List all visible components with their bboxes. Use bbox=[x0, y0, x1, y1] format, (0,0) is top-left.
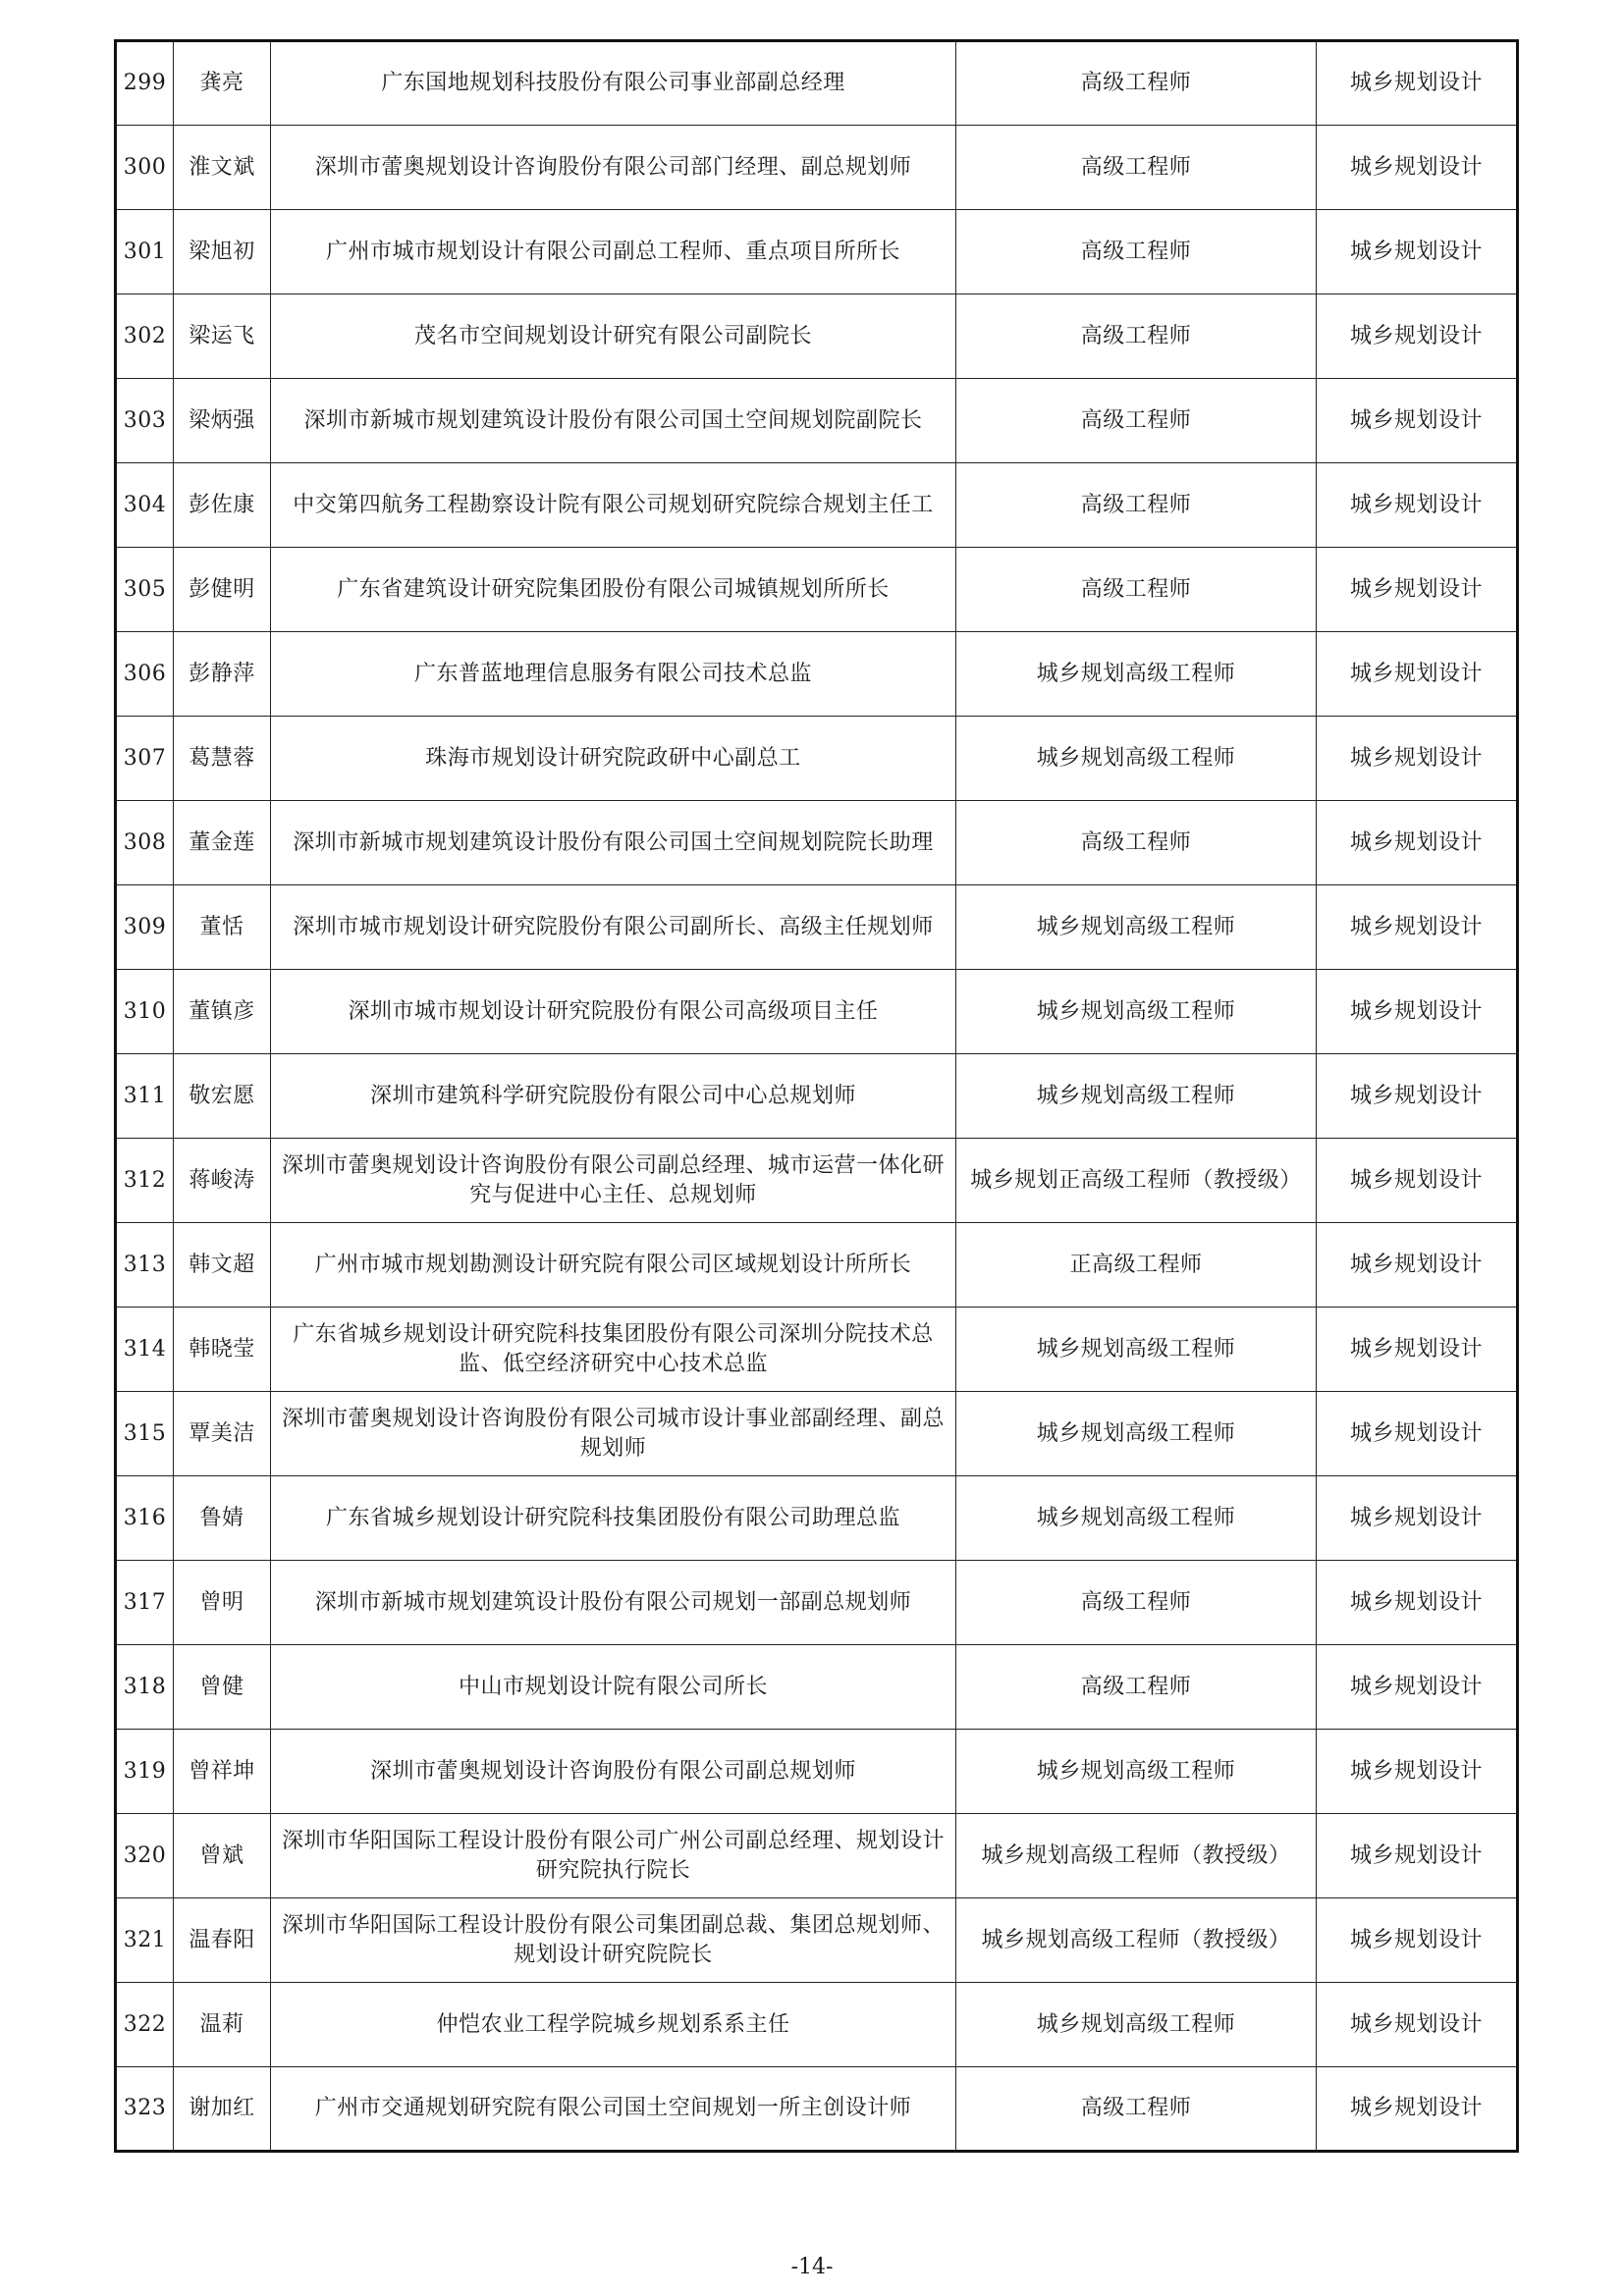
table-row bbox=[116, 2067, 1518, 2152]
specialty-field: 城乡规划设计 bbox=[1317, 1139, 1518, 1223]
person-name: 蒋峻涛 bbox=[174, 1139, 271, 1223]
person-name: 温莉 bbox=[174, 1983, 271, 2067]
specialty-field: 城乡规划设计 bbox=[1317, 1983, 1518, 2067]
table-row bbox=[116, 717, 1518, 801]
table-row bbox=[116, 1730, 1518, 1814]
professional-title: 高级工程师 bbox=[956, 1645, 1317, 1730]
professional-title: 城乡规划高级工程师（教授级） bbox=[956, 1814, 1317, 1898]
specialty-field: 城乡规划设计 bbox=[1317, 1054, 1518, 1139]
row-number: 308 bbox=[116, 801, 174, 885]
table-row bbox=[116, 1392, 1518, 1476]
specialty-field: 城乡规划设计 bbox=[1317, 2067, 1518, 2152]
specialty-field: 城乡规划设计 bbox=[1317, 379, 1518, 463]
specialty-field: 城乡规划设计 bbox=[1317, 1308, 1518, 1392]
person-name: 龚亮 bbox=[174, 41, 271, 126]
table-row bbox=[116, 970, 1518, 1054]
row-number: 312 bbox=[116, 1139, 174, 1223]
row-number: 307 bbox=[116, 717, 174, 801]
work-unit-and-position: 中山市规划设计院有限公司所长 bbox=[271, 1645, 956, 1730]
specialty-field: 城乡规划设计 bbox=[1317, 801, 1518, 885]
professional-title: 高级工程师 bbox=[956, 1561, 1317, 1645]
person-name: 谢加红 bbox=[174, 2067, 271, 2152]
work-unit-and-position: 广州市交通规划研究院有限公司国土空间规划一所主创设计师 bbox=[271, 2067, 956, 2152]
specialty-field: 城乡规划设计 bbox=[1317, 548, 1518, 632]
person-name: 曾祥坤 bbox=[174, 1730, 271, 1814]
work-unit-and-position: 广州市城市规划勘测设计研究院有限公司区域规划设计所所长 bbox=[271, 1223, 956, 1308]
table-row bbox=[116, 632, 1518, 717]
specialty-field: 城乡规划设计 bbox=[1317, 717, 1518, 801]
professional-title: 城乡规划高级工程师 bbox=[956, 1730, 1317, 1814]
work-unit-and-position: 深圳市蕾奥规划设计咨询股份有限公司副总规划师 bbox=[271, 1730, 956, 1814]
person-name: 敬宏愿 bbox=[174, 1054, 271, 1139]
row-number: 303 bbox=[116, 379, 174, 463]
table-row bbox=[116, 210, 1518, 294]
table-row bbox=[116, 379, 1518, 463]
professional-title: 正高级工程师 bbox=[956, 1223, 1317, 1308]
table-row bbox=[116, 1814, 1518, 1898]
work-unit-and-position: 广东省建筑设计研究院集团股份有限公司城镇规划所所长 bbox=[271, 548, 956, 632]
table-row bbox=[116, 1054, 1518, 1139]
professional-title: 高级工程师 bbox=[956, 210, 1317, 294]
professional-title: 城乡规划高级工程师 bbox=[956, 885, 1317, 970]
professional-title: 城乡规划高级工程师 bbox=[956, 1054, 1317, 1139]
table-row bbox=[116, 126, 1518, 210]
person-name: 彭健明 bbox=[174, 548, 271, 632]
professional-title: 城乡规划高级工程师 bbox=[956, 970, 1317, 1054]
specialty-field: 城乡规划设计 bbox=[1317, 41, 1518, 126]
person-name: 曾健 bbox=[174, 1645, 271, 1730]
specialty-field: 城乡规划设计 bbox=[1317, 1223, 1518, 1308]
work-unit-and-position: 广东国地规划科技股份有限公司事业部副总经理 bbox=[271, 41, 956, 126]
professional-title: 高级工程师 bbox=[956, 294, 1317, 379]
person-name: 鲁婧 bbox=[174, 1476, 271, 1561]
work-unit-and-position: 深圳市蕾奥规划设计咨询股份有限公司副总经理、城市运营一体化研究与促进中心主任、总规划师 bbox=[271, 1139, 956, 1223]
table-row bbox=[116, 1139, 1518, 1223]
row-number: 299 bbox=[116, 41, 174, 126]
person-name: 曾斌 bbox=[174, 1814, 271, 1898]
work-unit-and-position: 中交第四航务工程勘察设计院有限公司规划研究院综合规划主任工 bbox=[271, 463, 956, 548]
table-row bbox=[116, 801, 1518, 885]
work-unit-and-position: 珠海市规划设计研究院政研中心副总工 bbox=[271, 717, 956, 801]
table-row bbox=[116, 1223, 1518, 1308]
table-row bbox=[116, 41, 1518, 126]
person-name: 温春阳 bbox=[174, 1898, 271, 1983]
work-unit-and-position: 深圳市城市规划设计研究院股份有限公司高级项目主任 bbox=[271, 970, 956, 1054]
table-row bbox=[116, 548, 1518, 632]
person-name: 葛慧蓉 bbox=[174, 717, 271, 801]
table-row bbox=[116, 885, 1518, 970]
professional-title: 高级工程师 bbox=[956, 379, 1317, 463]
row-number: 305 bbox=[116, 548, 174, 632]
professional-title: 高级工程师 bbox=[956, 463, 1317, 548]
person-name: 韩文超 bbox=[174, 1223, 271, 1308]
row-number: 314 bbox=[116, 1308, 174, 1392]
work-unit-and-position: 广东省城乡规划设计研究院科技集团股份有限公司助理总监 bbox=[271, 1476, 956, 1561]
work-unit-and-position: 深圳市华阳国际工程设计股份有限公司集团副总裁、集团总规划师、规划设计研究院院长 bbox=[271, 1898, 956, 1983]
person-name: 董镇彦 bbox=[174, 970, 271, 1054]
professional-title: 城乡规划高级工程师 bbox=[956, 717, 1317, 801]
row-number: 310 bbox=[116, 970, 174, 1054]
row-number: 311 bbox=[116, 1054, 174, 1139]
row-number: 301 bbox=[116, 210, 174, 294]
person-name: 覃美洁 bbox=[174, 1392, 271, 1476]
specialty-field: 城乡规划设计 bbox=[1317, 1645, 1518, 1730]
work-unit-and-position: 茂名市空间规划设计研究有限公司副院长 bbox=[271, 294, 956, 379]
row-number: 302 bbox=[116, 294, 174, 379]
specialty-field: 城乡规划设计 bbox=[1317, 1898, 1518, 1983]
specialty-field: 城乡规划设计 bbox=[1317, 1476, 1518, 1561]
professional-title: 高级工程师 bbox=[956, 801, 1317, 885]
professional-title: 城乡规划高级工程师（教授级） bbox=[956, 1898, 1317, 1983]
roster-table-body bbox=[116, 41, 1518, 2152]
row-number: 300 bbox=[116, 126, 174, 210]
row-number: 306 bbox=[116, 632, 174, 717]
table-row bbox=[116, 463, 1518, 548]
table-row bbox=[116, 294, 1518, 379]
specialty-field: 城乡规划设计 bbox=[1317, 126, 1518, 210]
work-unit-and-position: 广东省城乡规划设计研究院科技集团股份有限公司深圳分院技术总监、低空经济研究中心技术总监 bbox=[271, 1308, 956, 1392]
row-number: 320 bbox=[116, 1814, 174, 1898]
row-number: 317 bbox=[116, 1561, 174, 1645]
specialty-field: 城乡规划设计 bbox=[1317, 210, 1518, 294]
table-row bbox=[116, 1476, 1518, 1561]
row-number: 316 bbox=[116, 1476, 174, 1561]
work-unit-and-position: 深圳市华阳国际工程设计股份有限公司广州公司副总经理、规划设计研究院执行院长 bbox=[271, 1814, 956, 1898]
row-number: 321 bbox=[116, 1898, 174, 1983]
work-unit-and-position: 深圳市城市规划设计研究院股份有限公司副所长、高级主任规划师 bbox=[271, 885, 956, 970]
work-unit-and-position: 广东普蓝地理信息服务有限公司技术总监 bbox=[271, 632, 956, 717]
row-number: 319 bbox=[116, 1730, 174, 1814]
professional-title: 城乡规划高级工程师 bbox=[956, 1392, 1317, 1476]
person-name: 董恬 bbox=[174, 885, 271, 970]
row-number: 309 bbox=[116, 885, 174, 970]
professional-title: 城乡规划高级工程师 bbox=[956, 632, 1317, 717]
work-unit-and-position: 深圳市蕾奥规划设计咨询股份有限公司部门经理、副总规划师 bbox=[271, 126, 956, 210]
person-name: 梁运飞 bbox=[174, 294, 271, 379]
person-name: 彭佐康 bbox=[174, 463, 271, 548]
row-number: 323 bbox=[116, 2067, 174, 2152]
professional-title: 高级工程师 bbox=[956, 548, 1317, 632]
professional-title: 城乡规划高级工程师 bbox=[956, 1476, 1317, 1561]
roster-table bbox=[114, 39, 1519, 2153]
row-number: 322 bbox=[116, 1983, 174, 2067]
table-row bbox=[116, 1645, 1518, 1730]
table-row bbox=[116, 1308, 1518, 1392]
professional-title: 城乡规划高级工程师 bbox=[956, 1308, 1317, 1392]
row-number: 318 bbox=[116, 1645, 174, 1730]
table-row bbox=[116, 1898, 1518, 1983]
table-row bbox=[116, 1561, 1518, 1645]
professional-title: 高级工程师 bbox=[956, 126, 1317, 210]
specialty-field: 城乡规划设计 bbox=[1317, 463, 1518, 548]
professional-title: 城乡规划高级工程师 bbox=[956, 1983, 1317, 2067]
specialty-field: 城乡规划设计 bbox=[1317, 1392, 1518, 1476]
specialty-field: 城乡规划设计 bbox=[1317, 1814, 1518, 1898]
person-name: 梁炳强 bbox=[174, 379, 271, 463]
specialty-field: 城乡规划设计 bbox=[1317, 1730, 1518, 1814]
page-number: -14- bbox=[790, 2255, 834, 2279]
row-number: 304 bbox=[116, 463, 174, 548]
work-unit-and-position: 深圳市蕾奥规划设计咨询股份有限公司城市设计事业部副经理、副总规划师 bbox=[271, 1392, 956, 1476]
specialty-field: 城乡规划设计 bbox=[1317, 885, 1518, 970]
person-name: 淮文斌 bbox=[174, 126, 271, 210]
specialty-field: 城乡规划设计 bbox=[1317, 1561, 1518, 1645]
specialty-field: 城乡规划设计 bbox=[1317, 970, 1518, 1054]
specialty-field: 城乡规划设计 bbox=[1317, 294, 1518, 379]
work-unit-and-position: 广州市城市规划设计有限公司副总工程师、重点项目所所长 bbox=[271, 210, 956, 294]
professional-title: 高级工程师 bbox=[956, 41, 1317, 126]
row-number: 313 bbox=[116, 1223, 174, 1308]
person-name: 彭静萍 bbox=[174, 632, 271, 717]
person-name: 韩晓莹 bbox=[174, 1308, 271, 1392]
professional-title: 城乡规划正高级工程师（教授级） bbox=[956, 1139, 1317, 1223]
table-row bbox=[116, 1983, 1518, 2067]
work-unit-and-position: 深圳市新城市规划建筑设计股份有限公司国土空间规划院院长助理 bbox=[271, 801, 956, 885]
professional-title: 高级工程师 bbox=[956, 2067, 1317, 2152]
work-unit-and-position: 深圳市新城市规划建筑设计股份有限公司国土空间规划院副院长 bbox=[271, 379, 956, 463]
row-number: 315 bbox=[116, 1392, 174, 1476]
person-name: 董金莲 bbox=[174, 801, 271, 885]
work-unit-and-position: 深圳市建筑科学研究院股份有限公司中心总规划师 bbox=[271, 1054, 956, 1139]
specialty-field: 城乡规划设计 bbox=[1317, 632, 1518, 717]
work-unit-and-position: 仲恺农业工程学院城乡规划系系主任 bbox=[271, 1983, 956, 2067]
person-name: 曾明 bbox=[174, 1561, 271, 1645]
work-unit-and-position: 深圳市新城市规划建筑设计股份有限公司规划一部副总规划师 bbox=[271, 1561, 956, 1645]
person-name: 梁旭初 bbox=[174, 210, 271, 294]
